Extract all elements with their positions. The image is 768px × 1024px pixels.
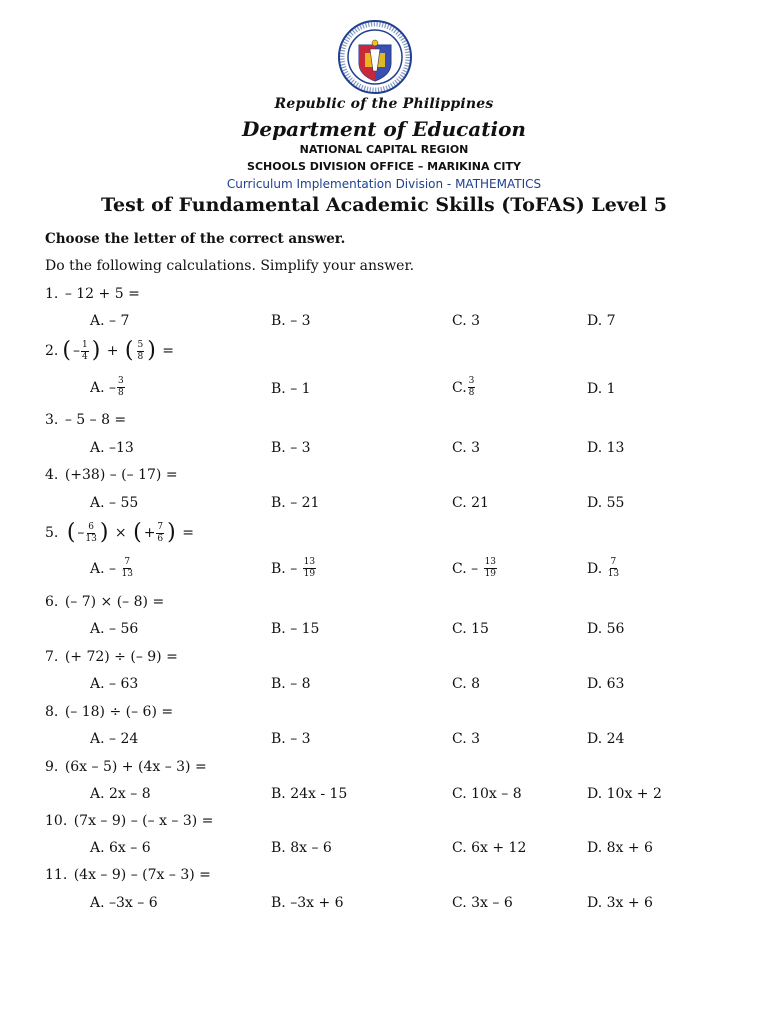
question-text: – 12 + 5 = [64,286,140,302]
option-b: B. – 3 [271,440,311,456]
question-11 [45,867,211,883]
option-b: B. – 8 [271,676,311,692]
question-number: 11. [45,867,68,883]
option-a: A. 6x – 6 [90,840,151,856]
option-c: C. 10x – 8 [452,786,522,802]
option-a: A. – 7 [90,313,130,329]
question-number: 4. [45,467,59,483]
instructions: Choose the letter of the correct answer. [45,231,346,247]
plus-sign: + [143,525,156,541]
option-c: C. 21 [452,495,489,511]
option-c: C. 6x + 12 [452,840,527,856]
division-office-heading: SCHOOLS DIVISION OFFICE – MARIKINA CITY [247,160,521,173]
option-c: C. 3 [452,313,481,329]
question-number: 2. [45,343,59,359]
option-c: C. 15 [452,621,489,637]
option-a: A. – $\frac{3}{8}$ [90,376,124,398]
option-d: D. 55 [587,495,625,511]
deped-seal-logo [337,19,413,95]
option-d: D. 56 [587,621,625,637]
option-b: B. – 21 [271,495,320,511]
option-d: D. 63 [587,676,625,692]
option-c: C. 3x – 6 [452,895,513,911]
fraction: $\frac{1}{4}$ [81,339,88,362]
option-a: A. – $\frac{7}{13}$ [90,557,133,579]
option-d: D. 3x + 6 [587,895,653,911]
question-5: 5. ( – $\frac{6}{13}$ ) × ( + $\frac{7}{6}$ ) = [45,520,194,545]
minus-sign: – [72,343,80,359]
question-7 [45,649,178,665]
option-b: B. – 3 [271,731,311,747]
question-number: 10. [45,813,68,829]
question-text: (– 7) × (– 8) = [64,594,165,610]
option-c: C. 8 [452,676,481,692]
question-4 [45,467,178,483]
option-d: D. 10x + 2 [587,786,662,802]
option-a: A. – 24 [90,731,139,747]
question-text: (7x – 9) – (– x – 3) = [73,813,214,829]
directions: Do the following calculations. Simplify your answer. [45,258,415,274]
question-text: (4x – 9) – (7x – 3) = [73,867,211,883]
question-text: (6x – 5) + (4x – 3) = [64,759,207,775]
question-number: 5. [45,525,59,541]
republic-heading: Republic of the Philippines [274,96,494,112]
question-number: 3. [45,412,59,428]
region-heading: NATIONAL CAPITAL REGION [299,143,469,156]
question-text: = [182,525,194,541]
question-2: 2. ( – $\frac{1}{4}$ ) + ( $\frac{5}{8}$ ) = [45,338,175,363]
department-heading: Department of Education [242,117,526,141]
option-c: C. 3 [452,731,481,747]
option-a: A. – 55 [90,495,139,511]
question-number: 9. [45,759,59,775]
option-b: B. – 1 [271,381,311,397]
option-b: B. –3x + 6 [271,895,344,911]
times-sign: × [114,525,127,541]
plus-sign: + [106,343,119,359]
option-b: B. – 15 [271,621,320,637]
option-b: B. 8x – 6 [271,840,332,856]
option-b: B. 24x - 15 [271,786,348,802]
fraction: $\frac{5}{8}$ [137,339,144,362]
question-3 [45,412,126,428]
question-text: = [162,343,175,359]
option-d: D. 24 [587,731,625,747]
question-text: (+ 72) ÷ (– 9) = [64,649,178,665]
question-1 [45,286,140,302]
question-number: 6. [45,594,59,610]
option-d: D. 13 [587,440,625,456]
question-text: (– 18) ÷ (– 6) = [64,704,174,720]
option-c: C. $\frac{3}{8}$ [452,376,475,398]
question-10 [45,813,213,829]
minus-sign: – [77,525,85,541]
option-a: A. –13 [90,440,134,456]
question-text: – 5 – 8 = [64,412,127,428]
division-heading: Curriculum Implementation Division - MATHEMATICS [226,177,542,191]
option-a: A. 2x – 8 [90,786,151,802]
question-9 [45,759,207,775]
fraction: $\frac{6}{13}$ [85,521,97,544]
option-c: C. – $\frac{13}{19}$ [452,557,497,579]
test-title: Test of Fundamental Academic Skills (ToFAS) Level 5 [101,194,667,216]
question-text: (+38) – (– 17) = [64,467,178,483]
option-a: A. – 63 [90,676,139,692]
option-d: D. 7 [587,313,616,329]
option-b: B. – $\frac{13}{19}$ [271,557,316,579]
question-number: 1. [45,286,59,302]
option-d: D. $\frac{7}{13}$ [587,557,620,579]
fraction: $\frac{7}{6}$ [157,521,164,544]
option-a: A. –3x – 6 [90,895,158,911]
option-b: B. – 3 [271,313,311,329]
question-number: 7. [45,649,59,665]
option-d: D. 8x + 6 [587,840,653,856]
question-number: 8. [45,704,59,720]
option-d: D. 1 [587,381,616,397]
question-8 [45,704,173,720]
question-6 [45,594,164,610]
option-c: C. 3 [452,440,481,456]
option-a: A. – 56 [90,621,139,637]
